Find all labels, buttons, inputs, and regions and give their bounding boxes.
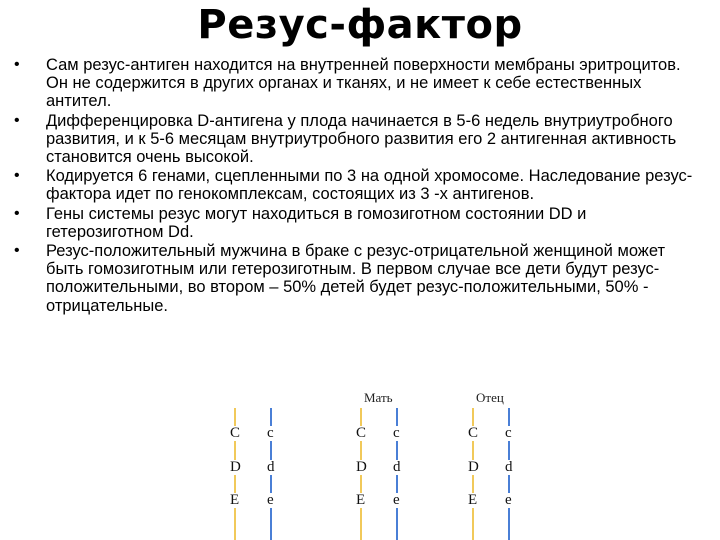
bullet-item — [0, 112, 700, 167]
bullet-marker: • — [14, 204, 20, 222]
allele-label: E — [356, 492, 366, 508]
bullet-text: Кодируется 6 генами, сцепленными по 3 на одной хромосоме. Наследование резус-фактора идет по генокомплексам, состоящих из 3 -х антигенов. — [46, 167, 693, 204]
bullet-marker: • — [14, 111, 20, 129]
bullet-text: Резус-положительный мужчина в браке с резус-отрицательной женщиной может быть гомозиготным или гетерозиготным. В первом случае все дети будут резус-положительными, во втором – 50% детей будет резус-положительными, 50% - отрицательные. — [46, 242, 666, 315]
allele-label: C — [356, 425, 367, 441]
bullet-marker: • — [14, 56, 20, 73]
mother-label: Мать — [364, 390, 393, 405]
allele-label: D — [230, 459, 241, 475]
slide-title: Резус-фактор — [197, 2, 523, 48]
allele-label: d — [267, 459, 275, 475]
allele-label: e — [505, 492, 512, 508]
allele-label: d — [393, 459, 401, 475]
allele-label: E — [468, 492, 478, 508]
father-label: Отец — [476, 390, 504, 405]
bullet-text: Гены системы резус могут находиться в гомозиготном состоянии DD и гетерозиготном Dd. — [46, 204, 587, 241]
allele-label: E — [230, 492, 240, 508]
bullet-text: Сам резус-антиген находится на внутренней поверхности мембраны эритроцитов. Он не содержится в других органах и тканях, и не имеет к себе естественных антител. — [46, 56, 681, 111]
allele-label: e — [267, 492, 274, 508]
allele-label: D — [468, 459, 479, 475]
chromosome-figure — [220, 380, 550, 540]
allele-label: D — [356, 459, 367, 475]
allele-label: c — [505, 425, 512, 441]
allele-label: c — [393, 425, 400, 441]
bullet-marker: • — [14, 167, 20, 185]
allele-label: C — [230, 425, 241, 441]
bullet-item — [0, 56, 700, 111]
bullet-item — [0, 242, 700, 315]
bullet-text: Дифференцировка D-антигена у плода начинается в 5-6 недель внутриутробного развития, и к 5-6 месяцам внутриутробного развития его 2 антигенная активность становится очень высокой. — [46, 111, 677, 167]
bullet-list — [0, 56, 700, 316]
bullet-item — [0, 167, 700, 203]
bullet-item — [0, 205, 700, 241]
allele-label: d — [505, 459, 513, 475]
allele-label: e — [393, 492, 400, 508]
bullet-marker: • — [14, 242, 20, 260]
allele-label: c — [267, 425, 274, 441]
allele-label: C — [468, 425, 479, 441]
